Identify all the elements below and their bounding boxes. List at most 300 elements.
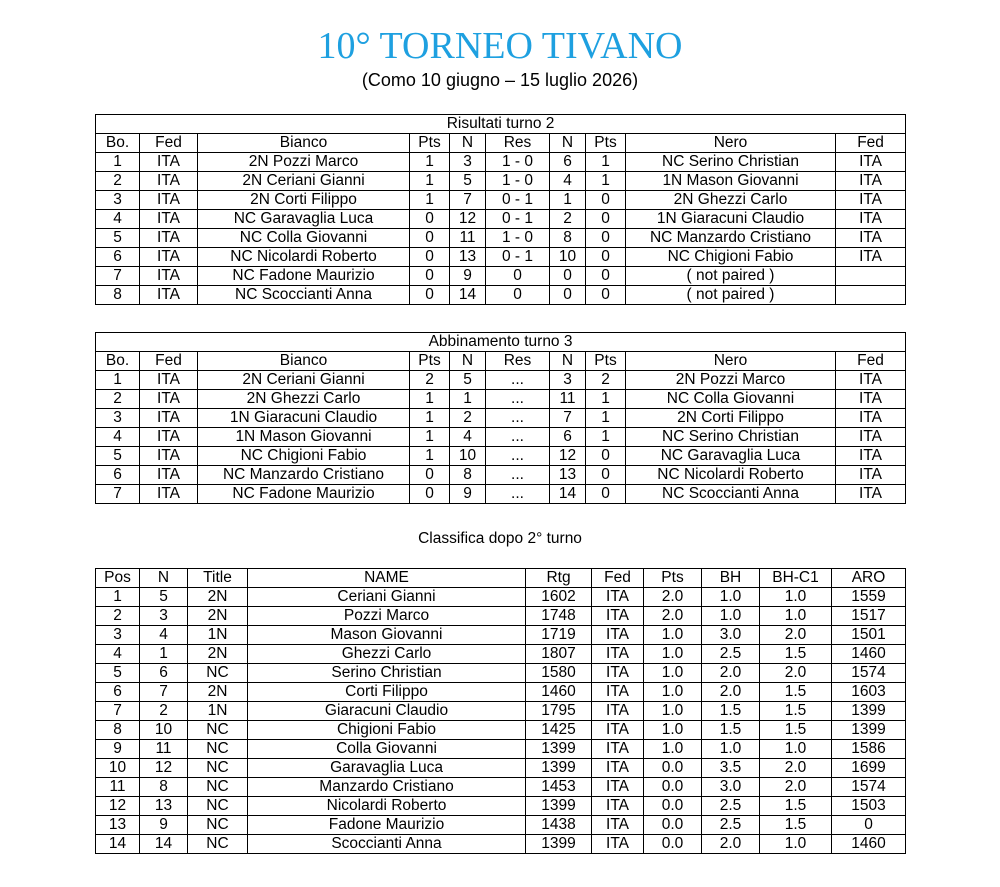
table-cell: 1517 [832,607,906,626]
table-cell: 2.0 [702,664,760,683]
table-cell: 0 [486,267,550,286]
table-cell: 1 [410,191,450,210]
table-cell: 1 [96,588,140,607]
table-cell: 2N Ceriani Gianni [198,371,410,390]
table-cell: ITA [592,797,644,816]
table-cell: ITA [836,466,906,485]
table-cell: 1438 [526,816,592,835]
table-cell: ITA [836,210,906,229]
table-cell: ITA [592,740,644,759]
table-cell: 0 [586,191,626,210]
table-cell: 1 [96,153,140,172]
table-cell: 12 [550,447,586,466]
table-cell: ITA [140,371,198,390]
table-cell: ITA [836,248,906,267]
table-row [96,371,906,390]
table-cell: 1 - 0 [486,153,550,172]
table-cell: ITA [140,191,198,210]
table-cell: 2.0 [760,626,832,645]
table-cell: 1.0 [644,683,702,702]
pairings-round3-body [96,371,906,504]
table-cell: 13 [450,248,486,267]
table-cell: ITA [836,153,906,172]
standings-table [95,568,906,854]
table-cell: 6 [550,428,586,447]
table-cell: 1399 [832,721,906,740]
table-cell: ITA [836,485,906,504]
table-cell: ITA [836,191,906,210]
table-cell: 1.0 [644,626,702,645]
table-cell: 1 [410,153,450,172]
table-row [96,210,906,229]
column-header: Bianco [198,352,410,371]
table-cell: 2 [450,409,486,428]
table-cell: 6 [96,466,140,485]
table-cell: 1.5 [760,683,832,702]
table-row [96,485,906,504]
table-cell: 13 [140,797,188,816]
table-row [96,191,906,210]
table-cell: 9 [96,740,140,759]
table-row [96,645,906,664]
table-cell: 12 [450,210,486,229]
table-row [96,607,906,626]
table-cell: 4 [550,172,586,191]
standings-header [96,569,906,588]
table-cell: 2 [96,172,140,191]
table-cell: 1.0 [702,607,760,626]
table-cell: 0 [410,210,450,229]
table-cell: 13 [96,816,140,835]
results-round2-caption: Risultati turno 2 [96,115,906,134]
table-cell: 10 [96,759,140,778]
table-cell: 1 [410,390,450,409]
table-cell: 2 [96,390,140,409]
table-cell: 2N [188,645,248,664]
column-header: Rtg [526,569,592,588]
table-cell: 1559 [832,588,906,607]
table-cell: Ceriani Gianni [248,588,526,607]
pairings-round3-table [95,332,906,504]
table-cell: 0.0 [644,778,702,797]
table-row [96,626,906,645]
table-cell: Chigioni Fabio [248,721,526,740]
table-cell: 9 [140,816,188,835]
table-cell: 1 [586,153,626,172]
table-cell: 2N Ghezzi Carlo [198,390,410,409]
column-header: Fed [140,134,198,153]
table-cell: 1.0 [702,740,760,759]
table-cell: 0 [832,816,906,835]
table-cell: 7 [96,702,140,721]
table-cell: 1 - 0 [486,229,550,248]
table-cell: 2N Pozzi Marco [626,371,836,390]
table-cell: 1399 [526,759,592,778]
table-cell: ITA [140,210,198,229]
table-cell: ITA [592,645,644,664]
column-header: Nero [626,134,836,153]
table-cell: 11 [140,740,188,759]
table-cell: NC Manzardo Cristiano [626,229,836,248]
table-cell: 1425 [526,721,592,740]
table-row [96,267,906,286]
table-cell: 5 [96,447,140,466]
table-cell: 6 [96,248,140,267]
table-cell: 1N Mason Giovanni [198,428,410,447]
table-row [96,759,906,778]
table-cell: 3 [96,191,140,210]
table-cell: 8 [96,286,140,305]
table-cell: ... [486,466,550,485]
table-cell: ITA [140,390,198,409]
table-cell: 2.0 [760,778,832,797]
results-round2-table [95,114,906,305]
table-cell: 1574 [832,778,906,797]
column-header: Fed [592,569,644,588]
table-cell: 1399 [526,835,592,854]
table-cell: 1.5 [702,721,760,740]
column-header: Bianco [198,134,410,153]
table-row [96,816,906,835]
table-cell: NC [188,740,248,759]
table-cell: 5 [450,172,486,191]
table-cell: NC Serino Christian [626,153,836,172]
table-row [96,740,906,759]
table-cell: ITA [836,172,906,191]
table-cell: 0.0 [644,835,702,854]
table-cell: 1 [586,172,626,191]
table-cell: 2.0 [644,607,702,626]
table-cell: 8 [140,778,188,797]
table-cell: 7 [96,267,140,286]
table-cell: 8 [450,466,486,485]
table-cell: 1453 [526,778,592,797]
column-header: Res [486,352,550,371]
table-cell: 1.0 [760,740,832,759]
table-cell: 11 [450,229,486,248]
table-row [96,683,906,702]
table-cell: 0 [486,286,550,305]
table-cell: 1N [188,702,248,721]
table-cell: ITA [140,409,198,428]
table-cell: 14 [550,485,586,504]
table-cell: 1.0 [644,702,702,721]
table-cell: NC Serino Christian [626,428,836,447]
table-cell: 5 [140,588,188,607]
table-cell: Colla Giovanni [248,740,526,759]
table-cell: NC [188,797,248,816]
table-cell: 0 - 1 [486,191,550,210]
table-cell: ITA [140,447,198,466]
table-cell: 1399 [526,740,592,759]
table-cell: 6 [550,153,586,172]
page-title: 10° TORNEO TIVANO [317,25,683,67]
table-cell: 1 [550,191,586,210]
column-header: Bo. [96,352,140,371]
table-cell: 1460 [832,835,906,854]
table-cell: 1 [96,371,140,390]
table-cell: 2N Corti Filippo [198,191,410,210]
table-cell: 1602 [526,588,592,607]
table-cell: ITA [592,759,644,778]
table-cell: 10 [450,447,486,466]
table-cell: NC Scoccianti Anna [626,485,836,504]
table-cell: NC Colla Giovanni [626,390,836,409]
table-cell: 7 [550,409,586,428]
table-cell: 0.0 [644,816,702,835]
table-cell: ITA [592,778,644,797]
table-cell: Garavaglia Luca [248,759,526,778]
table-cell: 11 [550,390,586,409]
table-cell: 0 [586,286,626,305]
table-cell: 8 [550,229,586,248]
table-cell: 0 [410,267,450,286]
column-header: Fed [140,352,198,371]
table-cell: 9 [450,485,486,504]
table-cell: 2 [550,210,586,229]
table-cell: 2 [96,607,140,626]
table-cell: NC Garavaglia Luca [626,447,836,466]
table-cell: 1.0 [644,740,702,759]
table-cell: ITA [836,229,906,248]
table-cell: NC Chigioni Fabio [198,447,410,466]
table-cell: 2N Pozzi Marco [198,153,410,172]
table-cell: ITA [140,485,198,504]
column-header: Pts [644,569,702,588]
table-cell: 0 [586,466,626,485]
table-cell: 1 [586,428,626,447]
table-cell: 1719 [526,626,592,645]
table-cell: 13 [550,466,586,485]
table-cell: ... [486,371,550,390]
table-cell [836,286,906,305]
table-cell: 5 [450,371,486,390]
table-cell: 2.0 [760,664,832,683]
table-cell: 1.0 [760,835,832,854]
table-cell: 11 [96,778,140,797]
table-cell: 3 [450,153,486,172]
column-header: Pts [410,134,450,153]
table-cell: 1 - 0 [486,172,550,191]
table-cell: ... [486,428,550,447]
table-cell: NC Nicolardi Roberto [198,248,410,267]
table-cell: 3 [96,626,140,645]
table-row [96,428,906,447]
table-cell: Scoccianti Anna [248,835,526,854]
table-cell: 1 [586,390,626,409]
table-cell: 6 [96,683,140,702]
table-cell: ITA [592,816,644,835]
table-cell: ITA [140,428,198,447]
table-cell: NC [188,759,248,778]
table-cell: 0 - 1 [486,210,550,229]
column-header: Pts [586,352,626,371]
table-cell: Nicolardi Roberto [248,797,526,816]
table-cell: NC Nicolardi Roberto [626,466,836,485]
table-cell: 7 [140,683,188,702]
table-cell: ITA [592,702,644,721]
table-cell: 2 [586,371,626,390]
table-row [96,447,906,466]
table-row [96,721,906,740]
table-cell: 2N Ceriani Gianni [198,172,410,191]
table-cell: 1.5 [760,645,832,664]
table-cell: ITA [140,267,198,286]
pairings-round3-caption: Abbinamento turno 3 [96,333,906,352]
table-cell: Ghezzi Carlo [248,645,526,664]
table-cell: 2N [188,588,248,607]
table-cell: 0 [586,248,626,267]
table-cell: Corti Filippo [248,683,526,702]
table-cell: 1 [586,409,626,428]
table-cell: Mason Giovanni [248,626,526,645]
table-row [96,153,906,172]
table-cell: 4 [96,428,140,447]
table-row [96,409,906,428]
table-cell: 8 [96,721,140,740]
table-cell: 2.0 [760,759,832,778]
table-cell: 1460 [526,683,592,702]
table-cell: 1 [140,645,188,664]
table-row [96,229,906,248]
table-cell: ITA [140,248,198,267]
table-cell: 0 [586,267,626,286]
table-cell: 2N Ghezzi Carlo [626,191,836,210]
table-row [96,664,906,683]
table-cell: 1N Giaracuni Claudio [198,409,410,428]
table-cell: 10 [140,721,188,740]
column-header: Title [188,569,248,588]
table-cell: 0 [586,447,626,466]
table-cell: ITA [140,172,198,191]
table-cell: 2.0 [702,683,760,702]
table-cell: NC Manzardo Cristiano [198,466,410,485]
table-cell: 2.5 [702,816,760,835]
table-cell: 1 [410,409,450,428]
results-round2-header [96,134,906,153]
table-cell: 3 [550,371,586,390]
table-cell: 5 [96,229,140,248]
table-cell: 0 [586,229,626,248]
table-cell: ... [486,485,550,504]
results-round2-body [96,153,906,305]
table-row [96,466,906,485]
table-cell: 2.0 [644,588,702,607]
table-cell: 1399 [832,702,906,721]
table-cell: ( not paired ) [626,267,836,286]
table-cell: 0 - 1 [486,248,550,267]
table-cell: Serino Christian [248,664,526,683]
table-cell: ITA [836,371,906,390]
table-row [96,835,906,854]
table-cell: 2N [188,607,248,626]
table-cell: Pozzi Marco [248,607,526,626]
table-cell: 1.5 [760,702,832,721]
page-subtitle: (Como 10 giugno – 15 luglio 2026) [361,70,639,90]
standings-body [96,588,906,854]
table-cell: NC [188,778,248,797]
table-cell: ITA [592,683,644,702]
column-header: Res [486,134,550,153]
table-cell: 9 [450,267,486,286]
table-row [96,172,906,191]
table-row [96,248,906,267]
table-cell: 0 [410,248,450,267]
table-cell: ITA [140,466,198,485]
column-header: Pos [96,569,140,588]
table-cell: 12 [140,759,188,778]
column-header: Pts [586,134,626,153]
column-header: Fed [836,134,906,153]
table-cell: 1 [450,390,486,409]
table-cell: 1603 [832,683,906,702]
table-cell: 2.5 [702,645,760,664]
table-cell: 2N [188,683,248,702]
table-cell: 1699 [832,759,906,778]
table-cell: ... [486,409,550,428]
table-cell: 1.0 [760,607,832,626]
table-cell: ITA [592,721,644,740]
table-cell: 2N Corti Filippo [626,409,836,428]
table-cell: 1.5 [760,816,832,835]
pairings-round3-header [96,352,906,371]
table-cell: ITA [592,626,644,645]
table-row [96,390,906,409]
table-cell: 0 [410,485,450,504]
table-cell: 3.0 [702,778,760,797]
table-cell: 4 [96,645,140,664]
table-cell: 14 [96,835,140,854]
column-header: N [550,352,586,371]
table-cell: ITA [592,664,644,683]
table-cell: ITA [836,390,906,409]
table-cell: 2 [140,702,188,721]
table-cell: 1N Giaracuni Claudio [626,210,836,229]
table-cell: 1574 [832,664,906,683]
table-row [96,588,906,607]
table-cell: 1460 [832,645,906,664]
table-cell: 1N [188,626,248,645]
table-cell: 1501 [832,626,906,645]
table-cell: NC Garavaglia Luca [198,210,410,229]
table-cell: 10 [550,248,586,267]
column-header: N [550,134,586,153]
table-cell: ITA [836,409,906,428]
table-cell: 2.0 [702,835,760,854]
table-cell: NC Fadone Maurizio [198,485,410,504]
table-cell: ITA [836,447,906,466]
table-cell: 1.5 [702,702,760,721]
table-cell: NC [188,816,248,835]
table-cell: 1503 [832,797,906,816]
table-cell: NC [188,664,248,683]
table-cell: 1586 [832,740,906,759]
table-cell: 14 [450,286,486,305]
table-cell: 1.0 [644,721,702,740]
standings-label: Classifica dopo 2° turno [418,530,582,547]
table-cell: 1N Mason Giovanni [626,172,836,191]
table-cell: 0.0 [644,797,702,816]
table-cell: 0 [586,210,626,229]
table-cell: ( not paired ) [626,286,836,305]
table-cell: NC Colla Giovanni [198,229,410,248]
table-cell: 5 [96,664,140,683]
column-header: N [450,134,486,153]
table-row [96,778,906,797]
table-cell: 2 [410,371,450,390]
table-cell: NC [188,721,248,740]
column-header: N [450,352,486,371]
